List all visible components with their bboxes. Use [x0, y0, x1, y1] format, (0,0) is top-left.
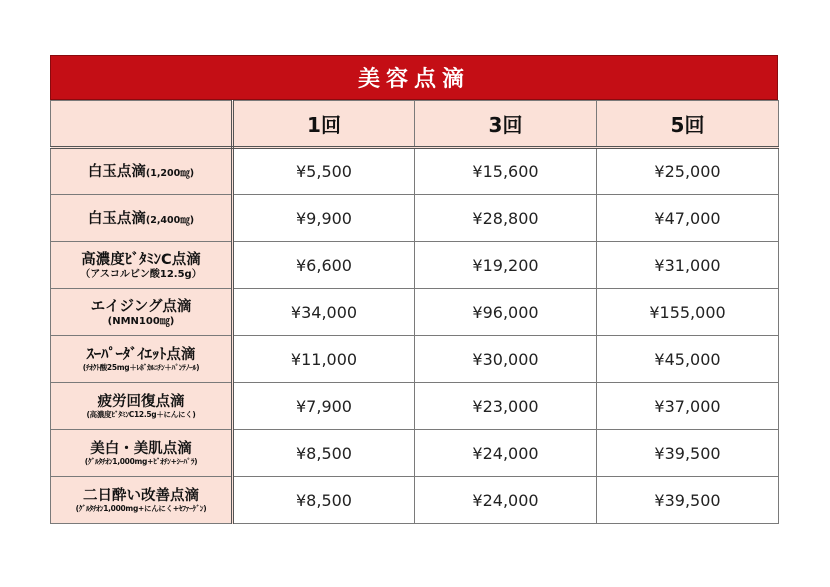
item-name: 美白・美肌点滴	[90, 441, 192, 458]
item-note: (NMN100㎎)	[107, 315, 175, 327]
item-name: 疲労回復点滴	[97, 394, 185, 411]
item-note: (ｸﾞﾙﾀﾁｵﾝ1,000mg+にんにく+ｾﾌｧｰｹﾞﾝ)	[75, 504, 207, 514]
price-5: ¥155,000	[597, 289, 779, 336]
item-name: 二日酔い改善点滴	[83, 488, 199, 505]
item-name-cell	[51, 336, 233, 383]
price-table-container	[50, 55, 778, 524]
item-name-cell	[51, 195, 233, 242]
price-5: ¥25,000	[597, 148, 779, 195]
column-header-5: 5回	[597, 101, 779, 148]
price-5: ¥47,000	[597, 195, 779, 242]
item-name-cell	[51, 242, 233, 289]
price-3: ¥24,000	[415, 430, 597, 477]
price-3: ¥15,600	[415, 148, 597, 195]
table-row	[51, 336, 779, 383]
price-1: ¥6,600	[233, 242, 415, 289]
column-header-3: 3回	[415, 101, 597, 148]
item-note: （アスコルビン酸12.5g）	[80, 268, 202, 280]
price-5: ¥39,500	[597, 477, 779, 524]
price-3: ¥30,000	[415, 336, 597, 383]
header-row	[51, 101, 779, 148]
item-note: (ﾁｵｸﾄ酸25mg＋ﾚﾎﾞｶﾙﾆﾁﾝ＋ﾊﾟﾝﾃﾉｰﾙ)	[82, 363, 200, 373]
price-1: ¥9,900	[233, 195, 415, 242]
header-corner	[51, 101, 233, 148]
price-5: ¥37,000	[597, 383, 779, 430]
price-3: ¥19,200	[415, 242, 597, 289]
price-5: ¥39,500	[597, 430, 779, 477]
price-3: ¥96,000	[415, 289, 597, 336]
price-5: ¥45,000	[597, 336, 779, 383]
price-1: ¥11,000	[233, 336, 415, 383]
price-1: ¥8,500	[233, 430, 415, 477]
table-row	[51, 242, 779, 289]
item-name: 白玉点滴	[87, 210, 146, 227]
item-name: エイジング点滴	[90, 298, 192, 315]
item-name-cell	[51, 383, 233, 430]
item-name-cell	[51, 430, 233, 477]
price-3: ¥28,800	[415, 195, 597, 242]
item-name: 高濃度ﾋﾞﾀﾐﾝC点滴	[81, 251, 201, 268]
column-header-1: 1回	[233, 101, 415, 148]
table-row	[51, 148, 779, 195]
table-row	[51, 430, 779, 477]
price-1: ¥7,900	[233, 383, 415, 430]
table-row	[51, 477, 779, 524]
item-name-cell	[51, 477, 233, 524]
table-row	[51, 289, 779, 336]
item-note: (高濃度ﾋﾞﾀﾐﾝC12.5g＋にんにく)	[86, 410, 196, 420]
item-name: 白玉点滴	[87, 164, 146, 181]
price-table	[50, 100, 779, 524]
price-1: ¥34,000	[233, 289, 415, 336]
price-3: ¥24,000	[415, 477, 597, 524]
table-title: 美容点滴	[50, 55, 778, 100]
item-dose: (1,200㎎)	[145, 168, 195, 180]
item-dose: (2,400㎎)	[145, 214, 195, 226]
price-1: ¥8,500	[233, 477, 415, 524]
item-name: ｽｰﾊﾟｰﾀﾞｲｴｯﾄ点滴	[86, 347, 196, 364]
table-row	[51, 383, 779, 430]
item-name-cell	[51, 148, 233, 195]
price-5: ¥31,000	[597, 242, 779, 289]
price-1: ¥5,500	[233, 148, 415, 195]
item-note: (ｸﾞﾙﾀﾁｵﾝ1,000mg+ﾋﾞｵﾁﾝ+ｼｰﾊﾟﾗ)	[84, 457, 198, 467]
table-row	[51, 195, 779, 242]
item-name-cell	[51, 289, 233, 336]
price-3: ¥23,000	[415, 383, 597, 430]
